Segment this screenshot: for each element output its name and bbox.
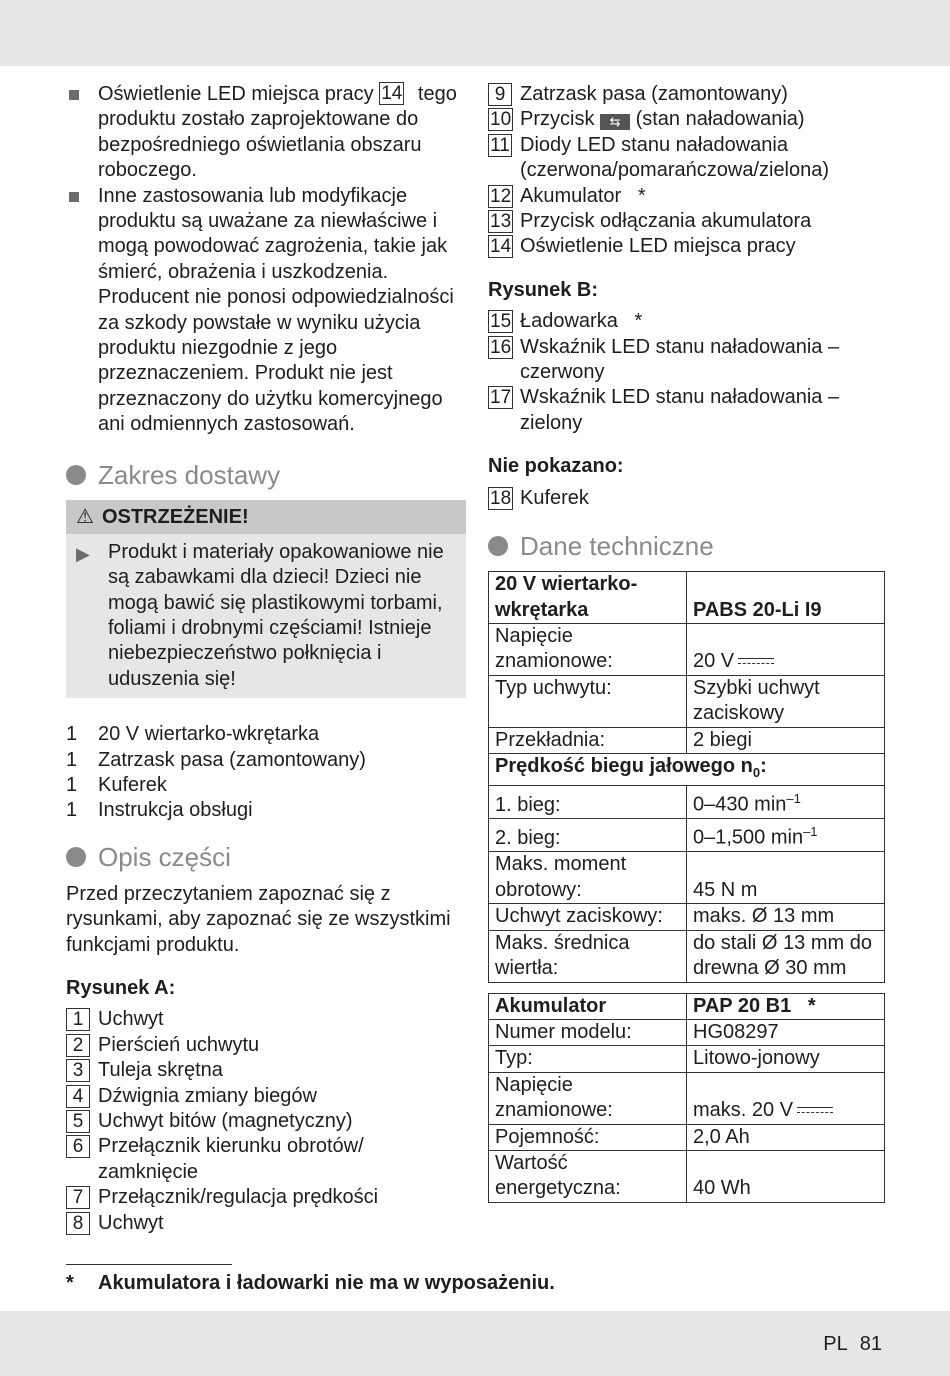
figure-a-list-continued [488,82,886,260]
table-cell: Maks. średnica wiertła: [489,930,687,982]
warning-body: ▶ Produkt i materiały opakowaniowe nie są zabawkami dla dzieci! Dzieci nie mogą bawić się plastikowymi torbami, foliami i drobnymi częściami! Istnieje niebezpieczeństwo połknięcia i uduszenia się! [76,540,444,690]
warning-box [66,500,466,698]
list-item: 1 Instrukcja obsługi [66,799,253,822]
list-item: 2 Pierścień uchwytu [66,1033,466,1058]
scope-list [66,722,466,824]
part-number-box: 12 [490,185,512,207]
list-item: 15 Ładowarka * [490,310,643,333]
part-number-box: 10 [490,109,512,131]
table-row [489,1019,885,1045]
table-cell: Szybki uchwyt zaciskowy [687,675,885,727]
bullet-dot-icon [66,847,86,867]
list-item: 8 Uchwyt [66,1211,466,1236]
list-item: 4 Dźwignia zmiany biegów [66,1084,466,1109]
list-item: 3 Tuleja skrętna [66,1058,466,1083]
list-item: 5 Uchwyt bitów (magnetyczny) [66,1109,466,1134]
part-number-box: 11 [488,134,512,157]
table-cell: Pojemność: [489,1124,687,1150]
list-item: 6 Przełącznik kierunku obrotów/ zamknięcie [66,1134,466,1185]
table-cell: Typ: [489,1046,687,1072]
table-row [489,1046,885,1072]
list-item: 7 Przełącznik/regulacja prędkości [66,1185,466,1210]
left-column [66,82,466,1236]
table-cell: maks. Ø 13 mm [687,904,885,930]
dc-symbol-icon [797,1107,833,1113]
list-item: 1 20 V wiertarko-wkrętarka [66,723,320,746]
table-cell: Napięcie znamionowe: [489,1072,687,1124]
warning-triangle-icon: ⚠ [76,505,94,528]
table-cell: Litowo-jonowy [687,1046,885,1072]
table-cell: Wartość energetyczna: [489,1150,687,1202]
table-cell: Numer modelu: [489,1019,687,1045]
table-row [489,753,885,785]
intended-use-list [66,82,466,438]
table-row [489,1072,885,1124]
table-cell: PABS 20-Li I9 [687,572,885,624]
part-number-box: 15 [490,311,512,333]
part-number-box: 4 [66,1085,90,1108]
footer-band [0,1311,950,1376]
part-number-box: 7 [66,1186,90,1209]
table-cell: Napięcie znamionowe: [489,623,687,675]
table-cell: 2 biegi [687,727,885,753]
table-cell: PAP 20 B1 * [687,993,885,1019]
header-band [0,0,950,66]
table-cell: Przekładnia: [489,727,687,753]
table-row [489,1124,885,1150]
part-number-box: 13 [490,211,512,233]
table-row [489,819,885,852]
list-item: 16 Wskaźnik LED stanu naładowania – czerwony [490,335,840,384]
table-cell: 20 V [687,623,885,675]
table-row [489,623,885,675]
table-row [489,727,885,753]
section-title-tech: Dane techniczne [488,531,886,561]
list-item: 9 Zatrzask pasa (zamontowany) [488,82,886,107]
list-item: 1 Zatrzask pasa (zamontowany) [66,748,366,771]
table-row [489,993,885,1019]
list-item: 1 Kuferek [66,773,167,796]
warning-header: ⚠ OSTRZEŻENIE! [66,500,466,534]
list-item: 18 Kuferek [490,486,589,509]
page-footer [823,1333,882,1356]
drill-spec-table [488,571,885,982]
part-number-box: 6 [66,1135,90,1158]
part-number-box: 1 [66,1008,90,1031]
part-number-box: 14 [381,83,403,104]
dc-symbol-icon [738,658,774,664]
arrow-right-icon: ▶ [76,543,90,564]
figure-b-list [488,309,886,436]
list-item: 17 Wskaźnik LED stanu naładowania – zielony [490,386,840,434]
battery-spec-table [488,993,885,1203]
table-cell: Prędkość biegu jałowego $n_0$: [489,753,885,785]
right-column [488,82,886,1203]
part-number-box: 17 [490,387,512,409]
list-item: Inne zastosowania lub modyfikacje produktu są uważane za niewłaściwe i mogą powodować zagrożenia, takie jak śmierć, obrażenia i uszkodzenia. Producent nie ponosi odpowiedzialności za szkody powstałe w wyniku użycia produktu niezgodnie z jego przeznaczeniem. Produkt nie jest przeznaczony do użytku komercyjnego ani odmiennych zastosowań. [66,184,466,438]
list-item: 11 Diody LED stanu naładowania (czerwona/pomarańczowa/zielona) [488,133,886,184]
table-cell: 40 Wh [687,1150,885,1202]
table-cell: 2. bieg: [489,819,687,852]
parts-intro: Przed przeczytaniem zapoznać się z rysunkami, aby zapoznać się ze wszystkimi funkcjami produktu. [66,882,451,956]
bullet-dot-icon [66,465,86,485]
table-row [489,852,885,904]
not-shown-heading: Nie pokazano: [488,455,624,478]
language-code: PL [823,1333,848,1355]
list-item: 13 Przycisk odłączania akumulatora [490,210,812,233]
table-cell: 45 N m [687,852,885,904]
table-cell: Maks. moment obrotowy: [489,852,687,904]
table-cell: 20 V wiertarko-wkrętarka [489,572,687,624]
table-cell: 0–1,500 $\min^{-1}$ [687,819,885,852]
part-number-box: 5 [66,1110,90,1133]
table-cell: HG08297 [687,1019,885,1045]
table-row [489,904,885,930]
part-number-box: 2 [66,1034,90,1057]
part-number-box: 8 [66,1212,90,1235]
table-cell: 0–430 $\min^{-1}$ [687,786,885,819]
table-cell: Akumulator [489,993,687,1019]
table-cell: Uchwyt zaciskowy: [489,904,687,930]
figure-b-heading: Rysunek B: [488,278,599,301]
table-cell: 2,0 Ah [687,1124,885,1150]
list-item: 14 Oświetlenie LED miejsca pracy [490,235,796,258]
part-number-box: 14 [490,236,512,258]
table-row [489,572,885,624]
figure-a-list [66,1007,466,1236]
section-title-parts: Opis części [66,842,466,872]
table-row [489,930,885,982]
table-row [489,1150,885,1202]
list-item: 1 Uchwyt [66,1007,466,1032]
table-cell: Typ uchwytu: [489,675,687,727]
footnote-divider [66,1264,232,1265]
list-item: 12 Akumulator * [490,184,646,207]
part-number-box: 18 [490,487,512,509]
table-cell: maks. 20 V [687,1072,885,1124]
table-row [489,786,885,819]
bullet-dot-icon [488,536,508,556]
part-number-box: 3 [66,1059,90,1082]
battery-charge-icon: ⇆ [600,114,630,130]
part-number-box: 9 [488,83,512,106]
section-title-scope: Zakres dostawy [66,460,466,490]
figure-a-heading: Rysunek A: [66,976,176,999]
not-shown-list [488,486,886,511]
table-row [489,675,885,727]
part-number-box: 16 [490,336,512,358]
table-cell: 1. bieg: [489,786,687,819]
page-number: 81 [859,1333,882,1355]
list-item: Oświetlenie LED miejsca pracy 14 tego produktu zostało zaprojektowane do bezpośredniego oświetlania obszaru roboczego. [66,82,466,184]
footnote: * Akumulatora i ładowarki nie ma w wyposażeniu. [66,1272,555,1294]
table-cell: do stali Ø 13 mm do drewna Ø 30 mm [687,930,885,982]
list-item: 10 Przycisk ⇆ (stan naładowania) [490,108,805,131]
